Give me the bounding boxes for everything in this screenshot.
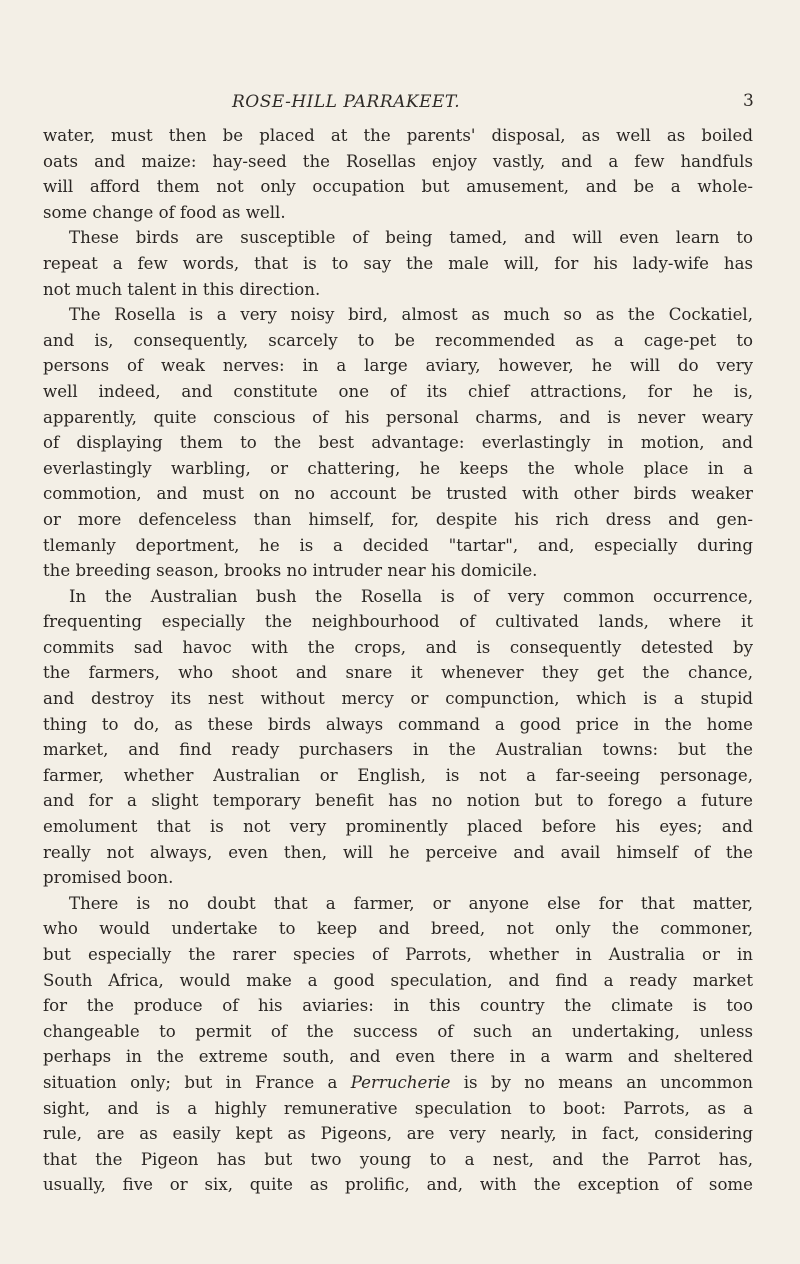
- text-line: commits sad havoc with the crops, and is consequently detested by: [43, 637, 753, 657]
- text-line: These birds are susceptible of being tamed, and will even learn to: [69, 228, 753, 248]
- text-line: changeable to permit of the success of such an undertaking, unless: [43, 1021, 753, 1041]
- text-line: frequenting especially the neighbourhood of cultivated lands, where it: [43, 612, 753, 632]
- text-line: really not always, even then, will he perceive and avail himself of the: [43, 842, 753, 862]
- text-line: thing to do, as these birds always command a good price in the home: [43, 714, 753, 734]
- text-line: farmer, whether Australian or English, is not a far-seeing personage,: [43, 765, 753, 785]
- text-line: South Africa, would make a good speculation, and find a ready market: [43, 970, 753, 990]
- text-line: In the Australian bush the Rosella is of very common occurrence,: [69, 586, 753, 606]
- text-line: emolument that is not very prominently placed before his eyes; and: [43, 817, 753, 837]
- text-line: persons of weak nerves: in a large aviary, however, he will do very: [43, 356, 753, 376]
- text-line: and is, consequently, scarcely to be recommended as a cage-pet to: [43, 330, 753, 350]
- page-number: 3: [743, 91, 754, 111]
- text-line: of displaying them to the best advantage: everlastingly in motion, and: [43, 433, 753, 453]
- text-line: sight, and is a highly remunerative speculation to boot: Parrots, as a: [43, 1098, 753, 1118]
- text-line: the farmers, who shoot and snare it whenever they get the chance,: [43, 663, 753, 683]
- italic-term: Perrucherie: [350, 1072, 451, 1092]
- text-line: that the Pigeon has but two young to a nest, and the Parrot has,: [43, 1149, 753, 1169]
- running-title: ROSE-HILL PARRAKEET.: [232, 92, 461, 112]
- text-line: and for a slight temporary benefit has no notion but to forego a future: [43, 791, 753, 811]
- text-line: There is no doubt that a farmer, or anyone else for that matter,: [69, 893, 753, 913]
- text-line: will afford them not only occupation but amusement, and be a whole-: [43, 177, 753, 197]
- text-line: oats and maize: hay-seed the Rosellas enjoy vastly, and a few handfuls: [43, 151, 753, 171]
- text-line: and destroy its nest without mercy or compunction, which is a stupid: [43, 689, 753, 709]
- body-text: [43, 123, 753, 1198]
- text-line: rule, are as easily kept as Pigeons, are very nearly, in fact, considering: [43, 1124, 753, 1144]
- text-line: everlastingly warbling, or chattering, he keeps the whole place in a: [43, 458, 753, 478]
- text-line: or more defenceless than himself, for, despite his rich dress and gen-: [43, 509, 753, 529]
- text-line: perhaps in the extreme south, and even there in a warm and sheltered: [43, 1047, 753, 1067]
- text-line: The Rosella is a very noisy bird, almost as much so as the Cockatiel,: [69, 305, 753, 325]
- text-line: commotion, and must on no account be trusted with other birds weaker: [43, 484, 753, 504]
- text-line: some change of food as well.: [43, 202, 286, 222]
- text-line: well indeed, and constitute one of its chief attractions, for he is,: [43, 381, 753, 401]
- text-line: but especially the rarer species of Parrots, whether in Australia or in: [43, 945, 753, 964]
- text-line: water, must then be placed at the parents' disposal, as well as boiled: [43, 126, 753, 145]
- text-line: for the produce of his aviaries: in this country the climate is too: [43, 996, 753, 1016]
- text-line-mixed: [43, 1070, 753, 1096]
- text-segment: is by no means an uncommon: [463, 1072, 753, 1092]
- text-segment: situation only; but in France a: [43, 1072, 338, 1092]
- text-line: promised boon.: [43, 868, 174, 888]
- text-line: tlemanly deportment, he is a decided "tartar", and, especially during: [43, 535, 753, 555]
- text-line: not much talent in this direction.: [43, 279, 321, 299]
- text-line: market, and find ready purchasers in the Australian towns: but the: [43, 740, 753, 760]
- text-line: usually, five or six, quite as prolific, and, with the exception of some: [43, 1175, 753, 1195]
- text-line: apparently, quite conscious of his personal charms, and is never weary: [43, 407, 753, 427]
- text-line: repeat a few words, that is to say the male will, for his lady-wife has: [43, 253, 753, 273]
- text-line: who would undertake to keep and breed, not only the commoner,: [43, 919, 753, 939]
- text-line: the breeding season, brooks no intruder near his domicile.: [43, 561, 538, 581]
